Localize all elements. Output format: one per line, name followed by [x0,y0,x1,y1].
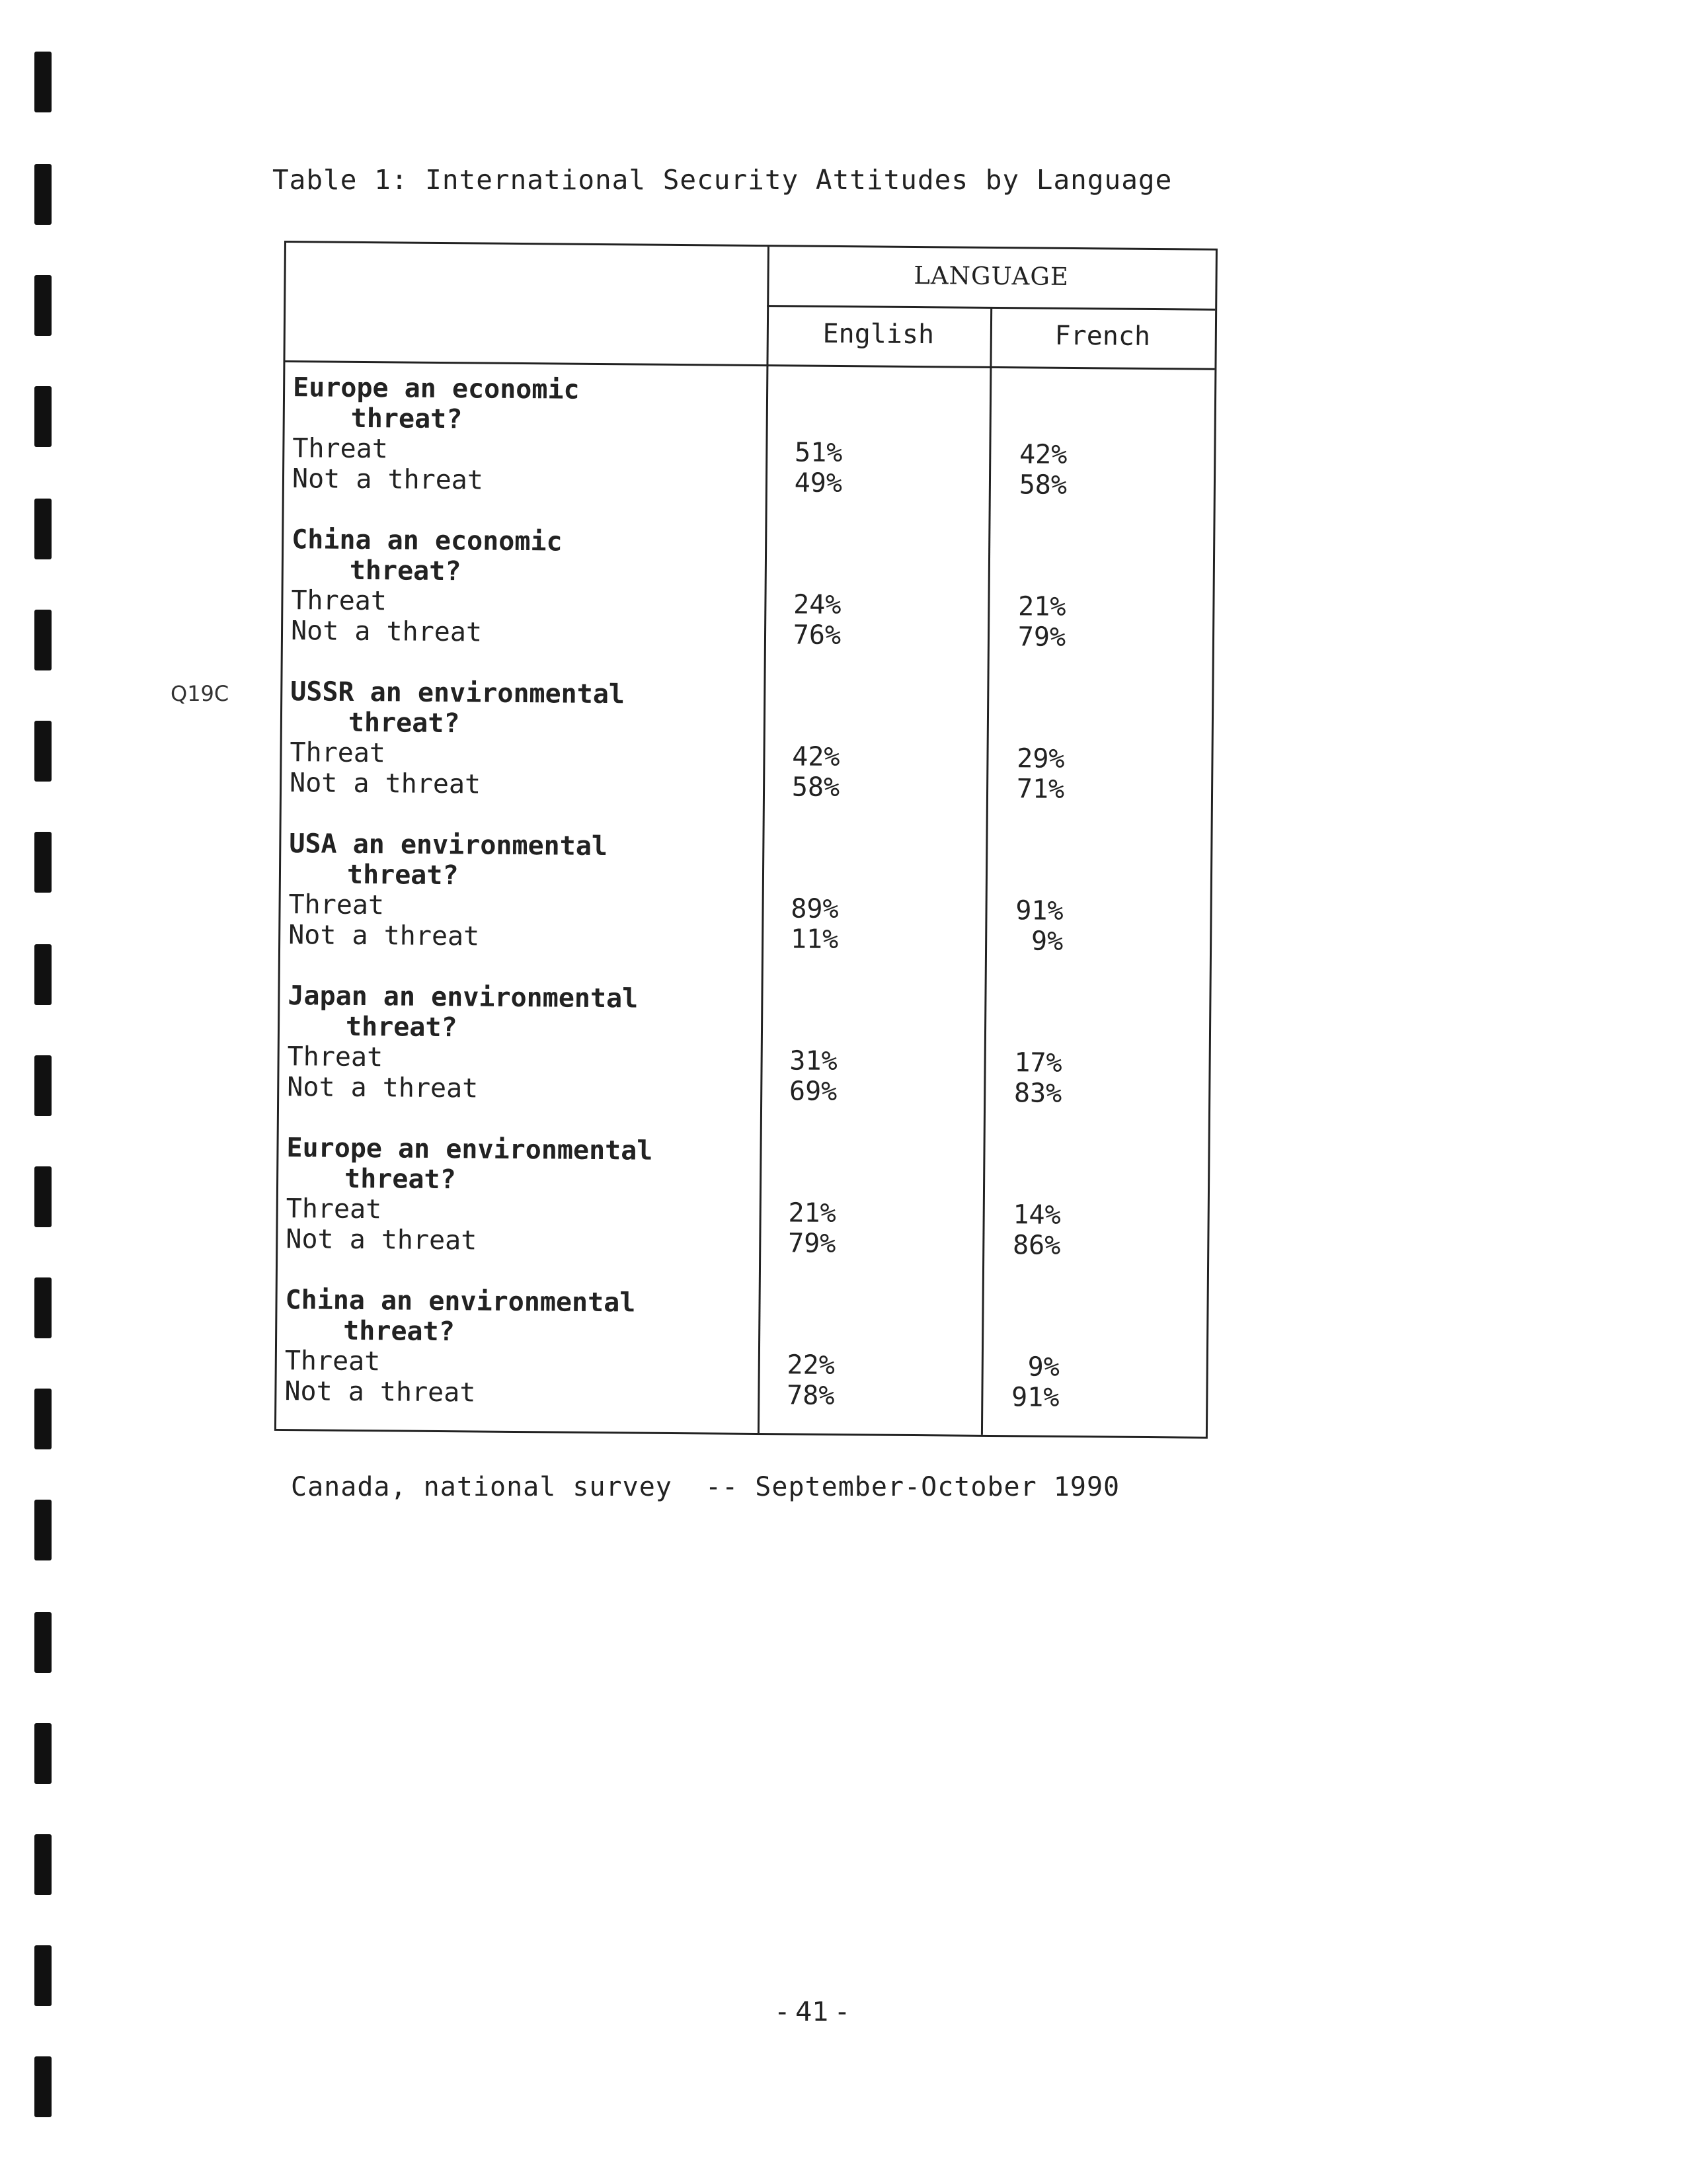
question-line: threat? [350,403,463,435]
french-value: 14% [1013,1199,1061,1231]
english-value: 11% [790,924,839,955]
binding-mark [34,1612,52,1673]
margin-question-code: Q19C [171,681,229,706]
data-table [274,241,1218,1439]
table-title: Table 1: International Security Attitudes by Language [272,164,1173,196]
response-label: Threat [286,1193,382,1225]
binding-mark [34,164,52,225]
question-line: USSR an environmental [290,676,625,710]
response-label: Not a threat [288,920,480,952]
response-label: Threat [292,433,389,465]
question-line: Japan an environmental [288,981,639,1014]
english-value: 22% [787,1350,835,1381]
column-header-english: English [822,318,935,350]
binding-mark [34,386,52,447]
english-value: 49% [794,467,843,499]
question-text [286,1133,1199,1201]
english-value: 79% [787,1228,836,1260]
column-header-french: French [1054,320,1151,352]
binding-mark [34,1945,52,2006]
english-value: 89% [791,893,839,925]
binding-mark [34,1166,52,1227]
page-number: - 41 - [777,1997,847,2027]
question-group [284,1285,1197,1414]
english-value: 24% [793,589,842,621]
language-header: LANGUAGE [914,261,1070,291]
question-text [290,676,1203,745]
english-value: 31% [789,1045,838,1077]
question-text [285,1285,1198,1354]
french-value: 9% [1027,1352,1060,1383]
binding-mark [34,1500,52,1560]
question-group [290,676,1202,806]
response-label: Threat [287,1041,383,1073]
question-text [292,524,1204,593]
french-value: 9% [1031,926,1064,957]
question-line: threat? [348,707,460,739]
english-value: 58% [791,772,840,803]
binding-mark [34,1277,52,1338]
question-line: Europe an economic [292,372,580,405]
response-label: Threat [290,737,386,769]
response-label: Threat [288,889,385,921]
question-text [293,372,1206,441]
binding-mark [34,944,52,1005]
english-value: 21% [788,1197,836,1229]
french-value: 42% [1019,439,1068,470]
binding-mark [34,2056,52,2117]
question-group [288,829,1201,958]
french-value: 29% [1017,743,1065,774]
binding-mark [34,1834,52,1895]
response-label: Not a threat [289,768,481,800]
french-value: 21% [1017,591,1066,622]
french-value: 91% [1011,1382,1060,1413]
binding-mark [34,1723,52,1784]
question-group [292,372,1205,502]
response-label: Not a threat [287,1072,479,1104]
response-label: Not a threat [284,1376,476,1408]
source-note: Canada, national survey -- September-October 1990 [291,1472,1120,1502]
question-group [287,981,1200,1110]
question-line: USA an environmental [289,829,608,862]
binding-mark [34,1389,52,1449]
french-value: 58% [1019,469,1068,501]
response-label: Not a threat [286,1224,477,1256]
question-line: threat? [349,555,461,587]
question-group [291,524,1204,654]
question-group [286,1133,1198,1262]
response-label: Not a threat [292,464,484,496]
french-value: 79% [1017,622,1066,653]
binding-mark [34,1055,52,1116]
english-value: 78% [786,1380,835,1412]
response-label: Not a threat [290,616,483,648]
binding-mark [34,275,52,336]
english-value: 69% [789,1076,838,1108]
english-value: 76% [793,620,842,651]
question-text [289,829,1202,897]
english-value: 51% [794,437,843,469]
header-bottom-rule [285,360,1214,370]
french-value: 71% [1016,774,1065,805]
response-label: Threat [291,585,387,617]
question-line: threat? [345,1011,457,1043]
question-line: China an economic [292,524,563,557]
response-label: Threat [284,1346,381,1377]
binding-mark [34,832,52,893]
question-line: threat? [342,1315,455,1348]
binding-mark [34,721,52,782]
question-line: threat? [346,859,459,891]
english-value: 42% [792,741,840,773]
question-line: China an environmental [285,1285,636,1318]
question-line: Europe an environmental [286,1133,653,1166]
binding-mark [34,499,52,559]
binding-mark [34,52,52,112]
french-value: 17% [1014,1047,1062,1078]
french-value: 86% [1012,1230,1061,1261]
binding-mark [34,610,52,670]
french-value: 83% [1013,1078,1062,1109]
question-line: threat? [344,1163,456,1195]
question-text [288,981,1200,1049]
french-value: 91% [1015,895,1064,926]
